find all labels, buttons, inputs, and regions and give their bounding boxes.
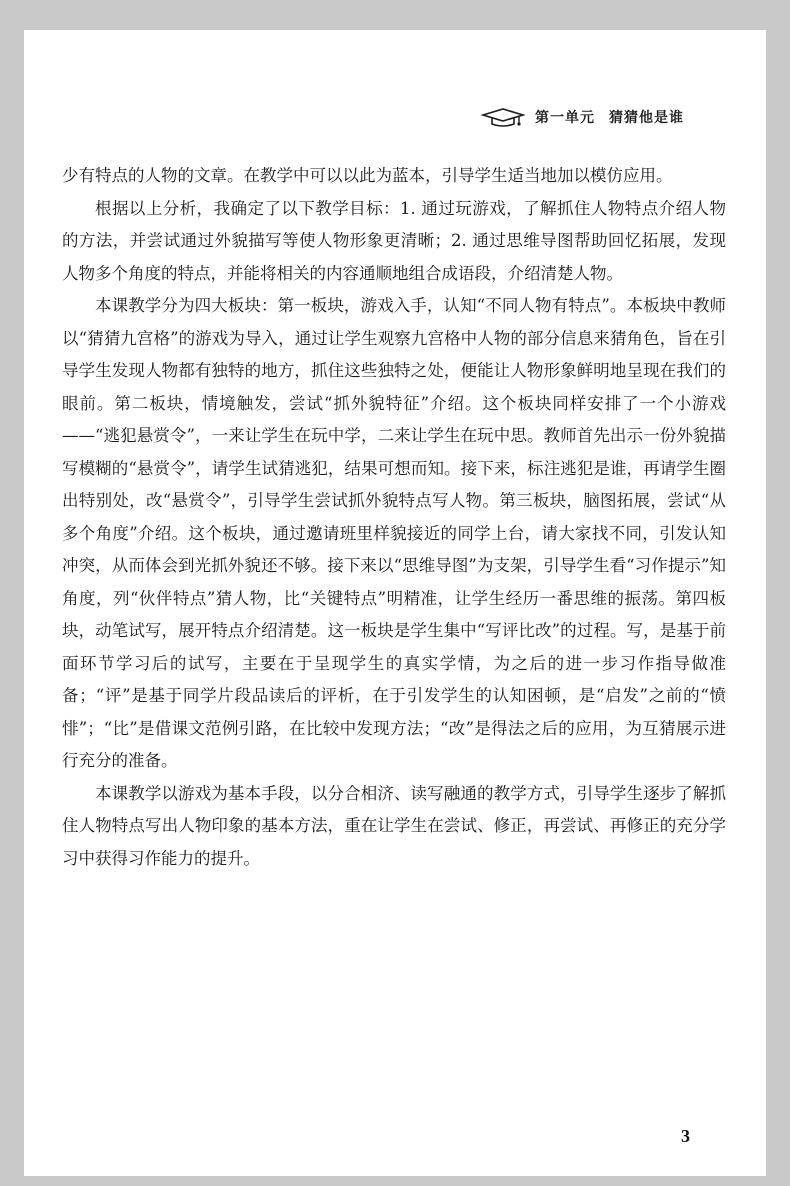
book-page	[24, 30, 766, 1176]
body-text	[62, 160, 726, 875]
paragraph-structure: 本课教学分为四大板块：第一板块，游戏入手，认知“不同人物有特点”。本板块中教师以“猜猜九宫格”的游戏为导入，通过让学生观察九宫格中人物的部分信息来猜角色，旨在引导学生发现人物都有独特的地方，抓住这些独特之处，便能让人物形象鲜明地呈现在我们的眼前。第二板块，情境触发，尝试“抓外貌特征”介绍。这个板块同样安排了一个小游戏——“逃犯悬赏令”，一来让学生在玩中学，二来让学生在玩中思。教师首先出示一份外貌描写模糊的“悬赏令”，请学生试猜逃犯，结果可想而知。接下来，标注逃犯是谁，再请学生圈出特别处，改“悬赏令”，引导学生尝试抓外貌特点写人物。第三板块，脑图拓展，尝试“从多个角度”介绍。这个板块，通过邀请班里样貌接近的同学上台，请大家找不同，引发认知冲突，从而体会到光抓外貌还不够。接下来以“思维导图”为支架，引导学生看“习作提示”知角度，列“伙伴特点”猜人物，比“关键特点”明精准，让学生经历一番思维的振荡。第四板块，动笔试写，展开特点介绍清楚。这一板块是学生集中“写评比改”的过程。写，是基于前面环节学习后的试写，主要在于呈现学生的真实学情，为之后的进一步习作指导做准备；“评”是基于同学片段品读后的评析，在于引发学生的认知困顿，是“启发”之前的“愤悱”；“比”是借课文范例引路，在比较中发现方法；“改”是得法之后的应用，为互猜展示进行充分的准备。	[62, 296, 726, 770]
paragraph-summary: 本课教学以游戏为基本手段，以分合相济、读写融通的教学方式，引导学生逐步了解抓住人物特点写出人物印象的基本方法，重在让学生在尝试、修正，再尝试、再修正的充分学习中获得习作能力的提升。	[62, 783, 726, 868]
paragraph-continued: 少有特点的人物的文章。在教学中可以以此为蓝本，引导学生适当地加以模仿应用。	[62, 166, 673, 185]
page-number: 3	[681, 1126, 690, 1146]
running-header	[481, 106, 684, 128]
graduation-cap-icon	[481, 106, 525, 128]
unit-label: 第一单元	[535, 110, 595, 126]
lesson-title: 猜猜他是谁	[609, 110, 684, 126]
paragraph-goals: 根据以上分析，我确定了以下教学目标：1. 通过玩游戏，了解抓住人物特点介绍人物的方法，并尝试通过外貌描写等使人物形象更清晰；2. 通过思维导图帮助回忆拓展，发现人物多个角度的特点，并能将相关的内容通顺地组合成语段，介绍清楚人物。	[62, 198, 726, 283]
